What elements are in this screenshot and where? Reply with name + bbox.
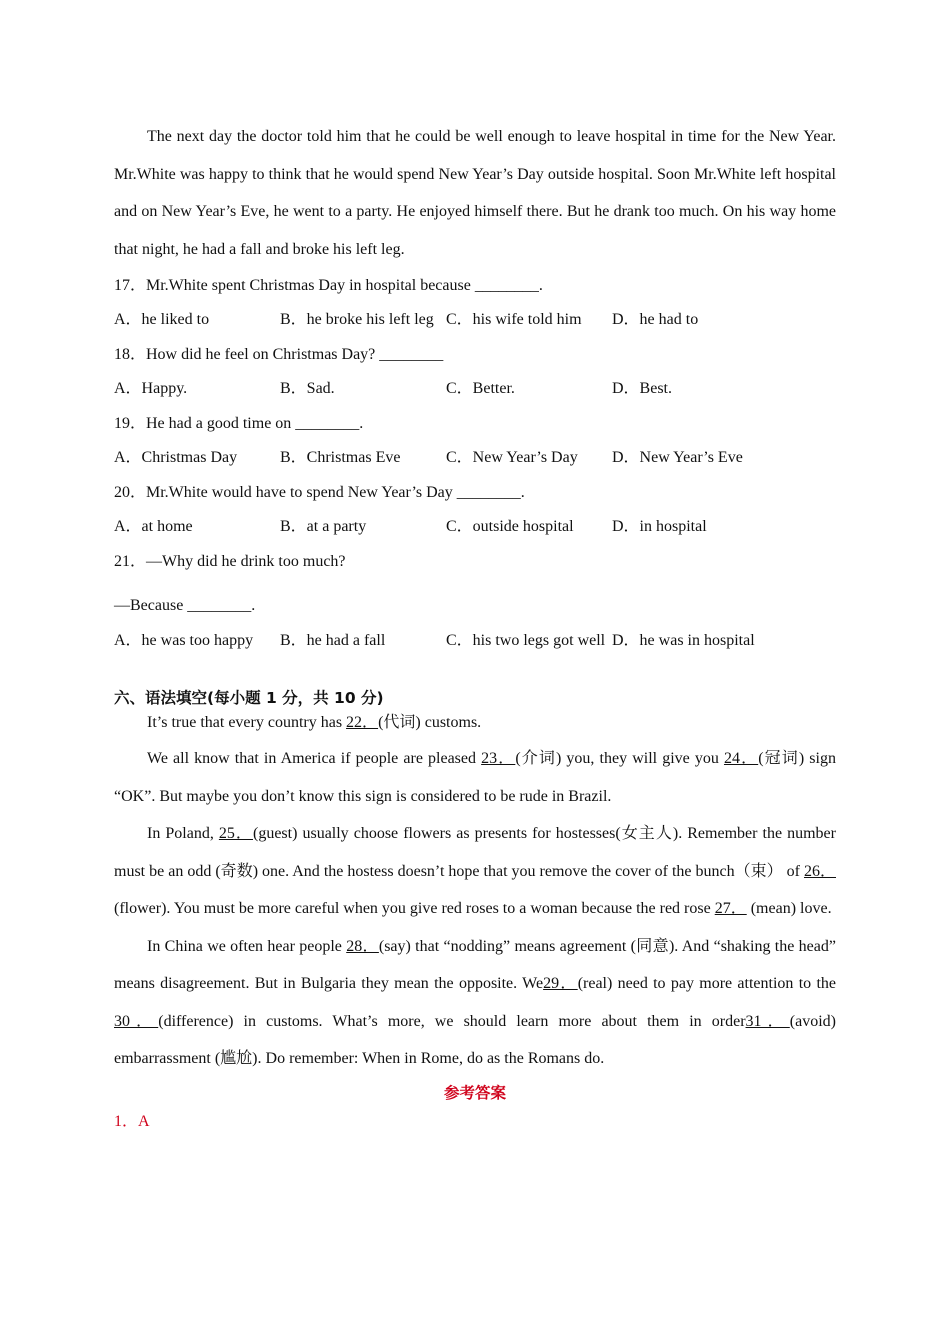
question-18-options: [114, 379, 836, 399]
option-d: D．New Year’s Eve: [612, 449, 743, 466]
option-c: C．Better.: [446, 380, 515, 397]
option-b: B．Christmas Eve: [280, 449, 401, 466]
document-content: [114, 118, 836, 1132]
grammar-paragraph-3: In Poland, 25．(guest) usually choose flowers as presents for hostesses(女主人). Remember the number must be an odd (奇数) one. And the hostess doesn’t hope that you remove the cover of the bunch（束） of 26．(flower). You must be more careful when you give red roses to a woman because the red rose 27． (mean) love.: [114, 825, 836, 917]
option-c: C．his two legs got well: [446, 632, 606, 649]
question-17-stem: 17．Mr.White spent Christmas Day in hospital because ________.: [114, 277, 543, 294]
section-title: 六、语法填空(每小题 1 分，共 10 分): [114, 689, 384, 707]
question-18-stem: 18．How did he feel on Christmas Day? ________: [114, 346, 444, 363]
option-d: D．he was in hospital: [612, 632, 755, 649]
blank-31: 31．: [745, 1012, 790, 1030]
option-a: A．he was too happy: [114, 632, 254, 649]
grammar-paragraph-4: In China we often hear people 28．(say) that “nodding” means agreement (同意). And “shaking the head” means disagreement. But in Bulgaria they mean the opposite. We29．(real) need to pay more attention to the 30．(difference) in customs. What’s more, we should learn more about them in order31．(avoid) embarrassment (尴尬). Do remember: When in Rome, do as the Romans do.: [114, 937, 836, 1067]
blank-28: 28．: [346, 937, 379, 955]
option-b: B．he broke his left leg: [280, 311, 434, 328]
blank-23: 23．: [481, 750, 516, 767]
answer-1: 1．A: [114, 1112, 150, 1130]
question-19-stem: 19．He had a good time on ________.: [114, 415, 364, 432]
option-b: B．he had a fall: [280, 632, 386, 649]
question-21-stem-continued: —Because ________.: [114, 597, 256, 614]
blank-25: 25．: [218, 825, 253, 842]
option-d: D．Best.: [612, 380, 673, 397]
blank-27: 27．: [714, 900, 747, 917]
answers-title: 参考答案: [443, 1083, 506, 1102]
question-21-options: [114, 631, 836, 651]
blank-29: 29．: [543, 975, 578, 992]
option-a: A．he liked to: [114, 311, 210, 328]
blank-22: 22．: [346, 714, 379, 731]
option-c: C．his wife told him: [446, 311, 582, 328]
passage-paragraph: The next day the doctor told him that he could be well enough to leave hospital in time for the New Year. Mr.White was happy to think that he would spend New Year’s Day outside hospital. Soon Mr.White left hospital and on New Year’s Eve, he went to a party. He enjoyed himself there. But he drank too much. On his way home that night, he had a fall and broke his left leg.: [114, 128, 836, 258]
option-c: C．outside hospital: [446, 518, 574, 535]
question-21-stem: 21．—Why did he drink too much?: [114, 553, 346, 570]
question-20-options: [114, 517, 836, 537]
option-d: D．in hospital: [612, 518, 707, 535]
blank-26: 26．: [803, 862, 836, 880]
option-c: C．New Year’s Day: [446, 449, 578, 466]
option-b: B．Sad.: [280, 380, 335, 397]
option-a: A．Christmas Day: [114, 449, 238, 466]
question-20-stem: 20．Mr.White would have to spend New Year’s Day ________.: [114, 484, 525, 501]
question-17-options: [114, 310, 836, 330]
question-19-options: [114, 448, 836, 468]
option-d: D．he had to: [612, 311, 699, 328]
option-a: A．at home: [114, 518, 193, 535]
option-a: A．Happy.: [114, 380, 188, 397]
blank-30: 30．: [114, 1012, 159, 1030]
option-b: B．at a party: [280, 518, 367, 535]
grammar-paragraph-2: We all know that in America if people are pleased 23．(介词) you, they will give you 24．(冠词) sign “OK”. But maybe you don’t know this sign is considered to be rude in Brazil.: [114, 750, 836, 805]
grammar-paragraph-1: It’s true that every country has 22．(代词) customs.: [147, 714, 482, 731]
blank-24: 24．: [723, 750, 759, 767]
